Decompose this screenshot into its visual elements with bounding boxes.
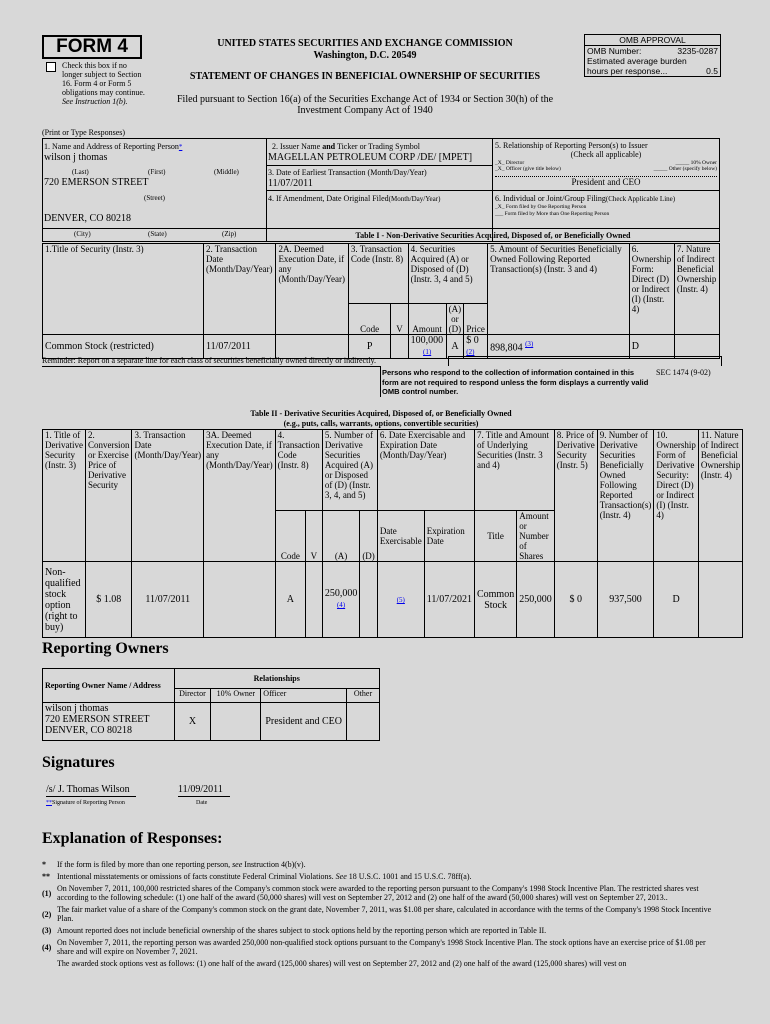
section16-checkbox[interactable] (46, 62, 56, 72)
t2-row-acquired: 250,000 (324, 588, 358, 599)
sec-code: SEC 1474 (9-02) (656, 368, 711, 377)
omb-number: 3235-0287 (677, 46, 718, 56)
sig-label: **Signature of Reporting Person (46, 800, 125, 806)
print-type: (Print or Type Responses) (42, 128, 126, 137)
table2 (42, 429, 743, 638)
t2-row-owned: 937,500 (597, 562, 654, 638)
joint-option-2: ___ Form filed by More than One Reporting Person (495, 211, 610, 217)
t2-sub-amount: Amount or Number of Shares (517, 511, 555, 562)
t2-sub-title: Title (474, 511, 516, 562)
statement-title: STATEMENT OF CHANGES IN BENEFICIAL OWNERSHIP OF SECURITIES (189, 71, 541, 82)
first-label: (First) (148, 168, 166, 176)
zip-label: (Zip) (222, 230, 237, 238)
joint-label: 6. Individual or Joint/Group Filing(Check Applicable Line) (495, 194, 676, 203)
t1-row-owned-cell (488, 335, 630, 359)
issuer-name: MAGELLAN PETROLEUM CORP /DE/ [MPET] (268, 152, 473, 163)
earliest-date: 11/07/2011 (268, 178, 313, 189)
t1-row-price: $ 0 (466, 335, 479, 346)
signature-date: 11/09/2011 (178, 784, 230, 797)
owner-address (43, 703, 175, 741)
street-label: (Street) (144, 194, 165, 202)
t1-h1: 1.Title of Security (Instr. 3) (43, 244, 204, 335)
owner-line2: 720 EMERSON STREET (45, 714, 150, 725)
table1 (42, 243, 720, 359)
hours-label: hours per response... (587, 66, 668, 76)
t2-sub-code: Code (275, 511, 305, 562)
col-officer: Officer (261, 689, 347, 703)
agency-location: Washington, D.C. 20549 (313, 50, 417, 61)
col-other: Other (347, 689, 380, 703)
table-row (43, 703, 380, 741)
t2-sub-v: V (306, 511, 323, 562)
t1-h4: 4. Securities Acquired (A) or Disposed of (D) (Instr. 3, 4 and 5) (408, 244, 487, 304)
omb-title: OMB APPROVAL (585, 35, 720, 46)
t2-sub-expiration: Expiration Date (424, 511, 474, 562)
t1-sub-v: V (391, 304, 408, 335)
list-item: (2) The fair market value of a share of the Company's common stock on the grant date, November 7, 2011, was $1.08 per share, calculated in accordance with the terms of the Company's 1998 Stock Incentive Plan. (42, 905, 712, 923)
form-title: FORM 4 (56, 36, 128, 57)
owner-name-header: Reporting Owner Name / Address (43, 669, 175, 703)
col-owner10: 10% Owner (211, 689, 261, 703)
t1-row-amount-cell (408, 335, 446, 359)
t1-sub-price: Price (464, 304, 488, 335)
hours-value: 0.5 (706, 66, 718, 76)
see-instruction: See Instruction 1(b). (62, 97, 128, 106)
t1-row-form: D (629, 335, 674, 359)
footnote-5-link[interactable]: (5) (396, 596, 405, 604)
t2-sub-exercisable: Date Exercisable (377, 511, 424, 562)
t2-h8: 8. Price of Derivative Security (Instr. 5) (554, 430, 597, 562)
omb-number-label: OMB Number: (587, 46, 642, 56)
t1-h6: 6. Ownership Form: Direct (D) or Indirect (I) (Instr. 4) (629, 244, 674, 335)
t1-row-amount: 100,000 (410, 335, 444, 346)
filed-pursuant: Filed pursuant to Section 16(a) of the Securities Exchange Act of 1934 or Section 30(h) of the Investment Company Act of 1940 (176, 94, 554, 116)
relationship-options: _X_ Director _____ 10% Owner _X_ Officer (give title below) _____ Other (specify below) (495, 160, 717, 172)
t2-h7: 7. Title and Amount of Underlying Securities (Instr. 3 and 4) (474, 430, 554, 511)
table-row (43, 562, 743, 638)
t2-sub-d: (D) (360, 511, 378, 562)
table1-title: Table I - Non-Derivative Securities Acquired, Disposed of, or Beneficially Owned (355, 231, 631, 240)
explanation-heading: Explanation of Responses: (42, 830, 223, 847)
t2-h9: 9. Number of Derivative Securities Beneficially Owned Following Reported Transaction(s) (Instr. 4) (597, 430, 654, 562)
omb-box (584, 34, 721, 77)
t2-sub-a: (A) (322, 511, 360, 562)
issuer-label: 2. Issuer Name and Ticker or Trading Symbol (272, 142, 421, 151)
t2-h2: 2. Conversion or Exercise Price of Derivative Security (85, 430, 132, 562)
t1-row-owned: 898,804 (490, 342, 523, 354)
t2-h1: 1. Title of Derivative Security (Instr. 3) (43, 430, 86, 562)
check-box-text: Check this box if no longer subject to Section 16. Form 4 or Form 5 obligations may continue. See Instruction 1(b). (62, 61, 145, 106)
double-star-link[interactable]: ** (46, 800, 52, 806)
owner-director-mark: X (174, 703, 211, 741)
owner-line3: DENVER, CO 80218 (45, 725, 132, 736)
t2-row-form: D (654, 562, 699, 638)
t2-row-deriv-price: $ 0 (554, 562, 597, 638)
list-item: * If the form is filed by more than one reporting person, see Instruction 4(b)(v). (42, 860, 306, 869)
signature: /s/ J. Thomas Wilson (46, 784, 136, 797)
relationships-header: Relationships (174, 669, 380, 689)
burden-label: Estimated average burden (587, 56, 687, 66)
t1-row-date: 11/07/2011 (203, 335, 275, 359)
relationship-sub: (Check all applicable) (570, 150, 642, 159)
joint-option-1: _X_ Form filed by One Reporting Person (495, 204, 587, 210)
list-item: (1) On November 7, 2011, 100,000 restricted shares of the Company's common stock were awarded to the reporting person pursuant to the Company's 1998 Stock Incentive Plan. The restricted shares vest according to the following schedule: (1) one half of the award (50,000 shares) will vest on September 27, 2012 and (2) one half of the award (50,000 shares) will vest on September 27, 2013.. (42, 884, 699, 902)
list-item: (3) Amount reported does not include beneficial ownership of the shares subject to stock options held by the reporting person which are reported in Table II. (42, 926, 547, 935)
t2-row-underlying-title: Common Stock (474, 562, 516, 638)
t2-row-underlying-amount: 250,000 (517, 562, 555, 638)
t1-h2a: 2A. Deemed Execution Date, if any (Month/Day/Year) (276, 244, 348, 335)
form-title-box (42, 35, 142, 59)
t2-h5: 5. Number of Derivative Securities Acquired (A) or Disposed of (D) (Instr. 3, 4, and 5) (322, 430, 377, 511)
name-label: 1. Name and Address of Reporting Person* (44, 142, 183, 151)
t2-h11: 11. Nature of Indirect Beneficial Ownership (Instr. 4) (698, 430, 742, 562)
relationship-label: 5. Relationship of Reporting Person(s) to Issuer (495, 141, 648, 150)
footnote-3-link[interactable]: (3) (525, 340, 534, 349)
t1-h3: 3. Transaction Code (Instr. 8) (348, 244, 408, 304)
t1-sub-code: Code (348, 304, 391, 335)
reminder: Reminder: Report on a separate line for each class of securities beneficially owned directly or indirectly. (42, 356, 377, 365)
owner-line1: wilson j thomas (45, 703, 109, 714)
t2-h6: 6. Date Exercisable and Expiration Date (Month/Day/Year) (377, 430, 474, 511)
agency-name: UNITED STATES SECURITIES AND EXCHANGE COMMISSION (217, 38, 513, 49)
reporter-name: wilson j thomas (44, 152, 108, 163)
t1-h7: 7. Nature of Indirect Beneficial Ownership (Instr. 4) (674, 244, 719, 335)
collection-notice: Persons who respond to the collection of information contained in this form are not required to respond unless the form displays a currently valid OMB control number. (382, 368, 649, 396)
list-item: The awarded stock options vest as follows: (1) one half of the award (125,000 shares) will vest on September 27, 2012 and (2) one half of the award (125,000 shares) will vest on (57, 959, 627, 968)
t1-row-aord: A (446, 335, 464, 359)
date-label: Date (196, 800, 208, 806)
t1-h2: 2. Transaction Date (Month/Day/Year) (203, 244, 275, 335)
t1-h5: 5. Amount of Securities Beneficially Owned Following Reported Transaction(s) (Instr. 3 and 4) (488, 244, 630, 335)
city-label: (City) (74, 230, 91, 238)
t2-h4: 4. Transaction Code (Instr. 8) (275, 430, 322, 511)
last-label: (Last) (72, 168, 89, 176)
signatures-heading: Signatures (42, 754, 115, 771)
t2-row-code: A (275, 562, 305, 638)
footnote-2-link[interactable]: (2) (466, 348, 475, 356)
col-director: Director (174, 689, 211, 703)
footnote-4-link[interactable]: (4) (336, 601, 346, 609)
t1-row-price-cell (464, 335, 488, 359)
officer-title: President and CEO (495, 176, 717, 187)
table2-subtitle: (e.g., puts, calls, warrants, options, convertible securities) (283, 419, 479, 428)
t1-row-title: Common Stock (restricted) (43, 335, 204, 359)
t2-row-expiration: 11/07/2021 (424, 562, 474, 638)
t1-row-code: P (348, 335, 391, 359)
t1-sub-aord: (A) or (D) (446, 304, 464, 335)
date-label: 3. Date of Earliest Transaction (Month/Day/Year) (268, 168, 427, 177)
list-item: ** Intentional misstatements or omissions of facts constitute Federal Criminal Violations. See 18 U.S.C. 1001 and 15 U.S.C. 78ff(a). (42, 872, 472, 881)
list-item: (4) On November 7, 2011, the reporting person was awarded 250,000 non-qualified stock options pursuant to the Company's 1998 Stock Incentive Plan. The stock options have an exercise price of $1.08 per share and will expire on November 7, 2021. (42, 938, 706, 956)
t2-row-price: $ 1.08 (85, 562, 132, 638)
t2-row-acquired-cell (322, 562, 360, 638)
t2-row-title: Non-qualified stock option (right to buy) (43, 562, 86, 638)
t1-sub-amount: Amount (408, 304, 446, 335)
amend-label: 4. If Amendment, Date Original Filed(Month/Day/Year) (268, 194, 441, 203)
owners-table (42, 668, 380, 741)
reporter-street: 720 EMERSON STREET (44, 177, 149, 188)
star-footnote-link[interactable]: * (178, 143, 183, 151)
t2-row-exercisable-cell (377, 562, 424, 638)
owner-officer-title: President and CEO (261, 703, 347, 741)
explanation-list (42, 860, 722, 968)
t2-h10: 10. Ownership Form of Derivative Security: Direct (D) or Indirect (I) (Instr. 4) (654, 430, 699, 562)
state-label: (State) (148, 230, 167, 238)
owners-heading: Reporting Owners (42, 640, 169, 657)
table-row (43, 335, 720, 359)
middle-label: (Middle) (214, 168, 239, 176)
t2-h3: 3. Transaction Date (Month/Day/Year) (132, 430, 204, 562)
t2-row-date: 11/07/2011 (132, 562, 204, 638)
reporter-city: DENVER, CO 80218 (44, 213, 131, 224)
table2-title: Table II - Derivative Securities Acquired, Disposed of, or Beneficially Owned (250, 409, 512, 418)
t2-h3a: 3A. Deemed Execution Date, if any (Month/Day/Year) (204, 430, 276, 562)
footnote-1-link[interactable]: (1) (423, 348, 432, 356)
